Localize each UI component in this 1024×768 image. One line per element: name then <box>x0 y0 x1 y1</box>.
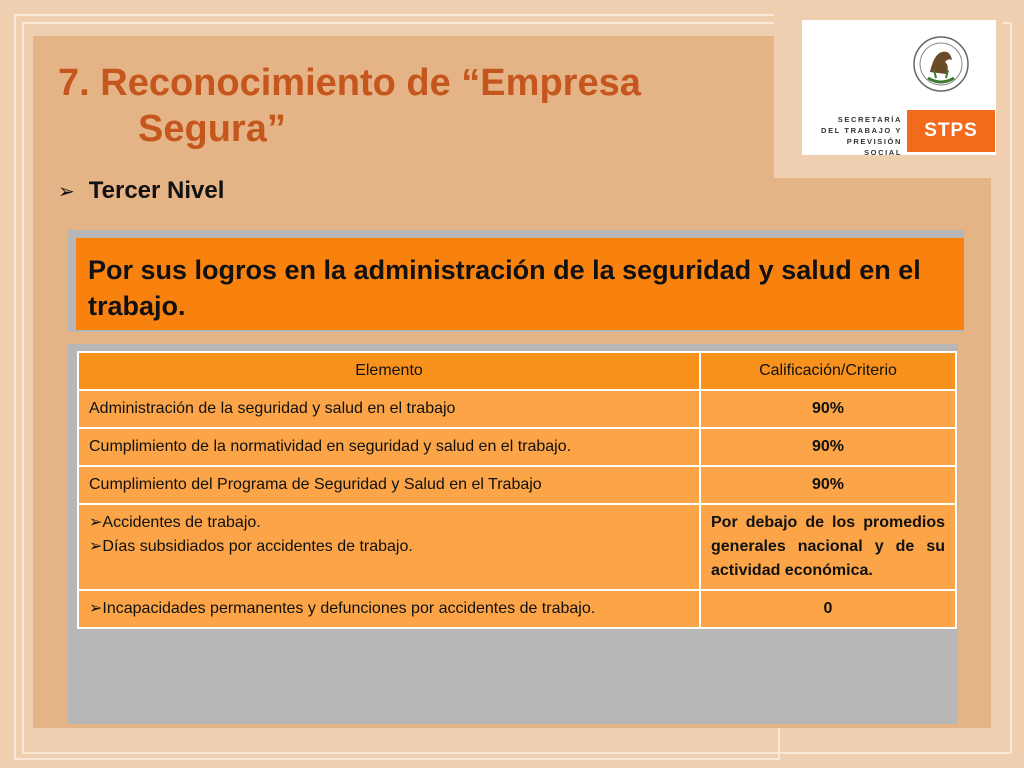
title-line-2: Segura” <box>138 108 286 150</box>
element-cell: ➢Incapacidades permanentes y defunciones por accidentes de trabajo. <box>78 590 700 628</box>
table-row <box>78 466 956 504</box>
slide-title <box>58 60 641 152</box>
criterion-cell: 90% <box>700 428 956 466</box>
table-row <box>78 504 956 590</box>
logo-wordmark: SECRETARÍA DEL TRABAJO Y PREVISIÓN SOCIAL <box>821 115 902 157</box>
element-cell: Cumplimiento del Programa de Seguridad y Salud en el Trabajo <box>78 466 700 504</box>
subtitle-text: Tercer Nivel <box>88 177 225 204</box>
list-item: ➢Accidentes de trabajo. <box>89 514 261 531</box>
element-cell: Cumplimiento de la normatividad en seguridad y salud en el trabajo. <box>78 428 700 466</box>
banner: Por sus logros en la administración de la seguridad y salud en el trabajo. <box>76 238 964 330</box>
title-line-1: 7. Reconocimiento de “Empresa <box>58 62 641 104</box>
table-row <box>78 428 956 466</box>
stps-badge: STPS <box>907 110 995 152</box>
criterion-cell: 90% <box>700 390 956 428</box>
element-cell <box>78 504 700 590</box>
criterion-cell: 90% <box>700 466 956 504</box>
table-header-row <box>78 352 956 390</box>
criterion-cell: Por debajo de los promedios generales nacional y de su actividad económica. <box>700 504 956 590</box>
header-elemento: Elemento <box>78 352 700 390</box>
element-cell: Administración de la seguridad y salud en el trabajo <box>78 390 700 428</box>
table-row <box>78 390 956 428</box>
bullet-arrow-icon: ➢ <box>58 181 75 203</box>
subtitle <box>58 177 224 205</box>
criteria-table <box>77 351 957 629</box>
list-item: ➢Días subsidiados por accidentes de trabajo. <box>89 538 413 555</box>
table-row <box>78 590 956 628</box>
header-criterio: Calificación/Criterio <box>700 352 956 390</box>
criterion-cell: 0 <box>700 590 956 628</box>
national-seal-icon <box>912 28 970 100</box>
